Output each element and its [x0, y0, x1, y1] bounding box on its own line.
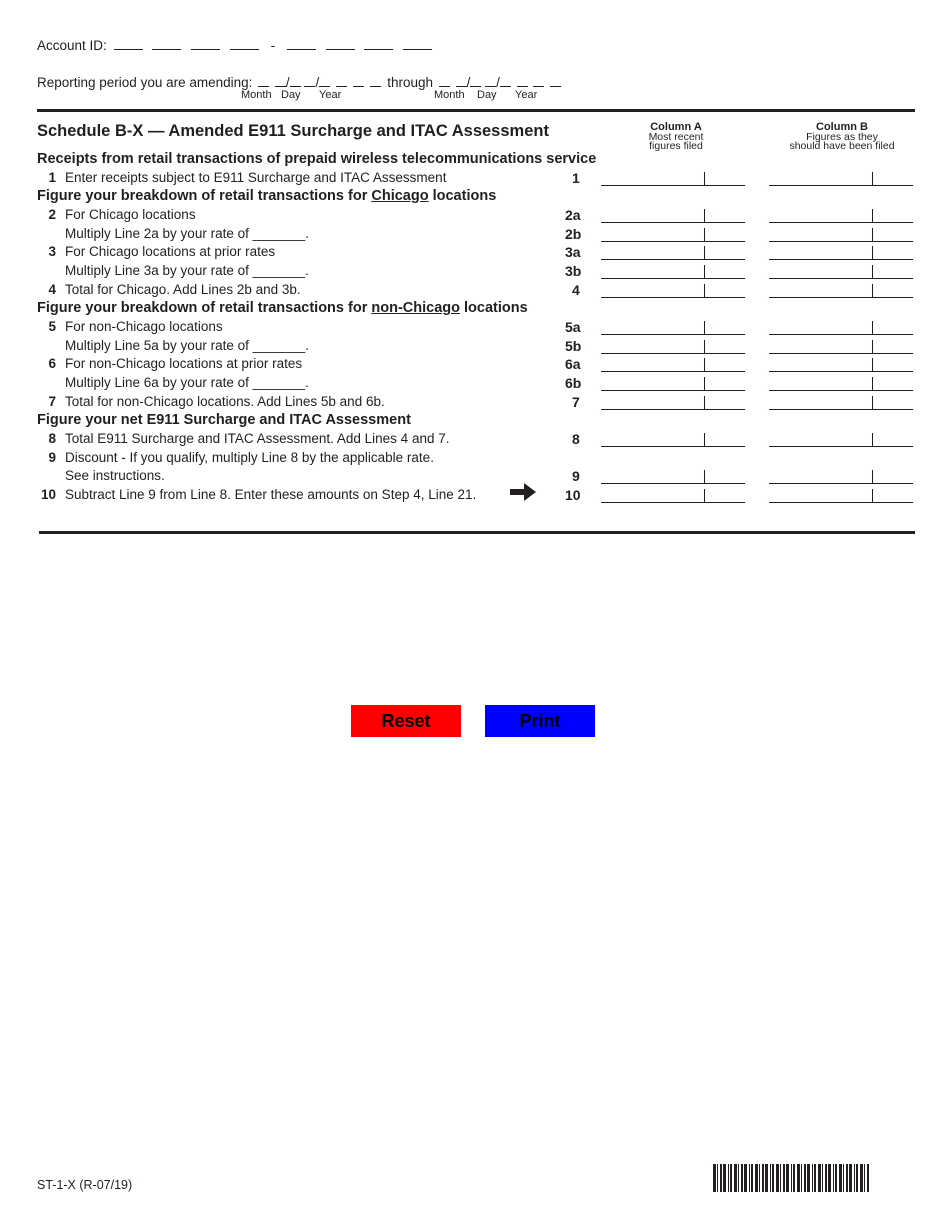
- dollars-cell: [769, 433, 873, 446]
- to-year-2[interactable]: [517, 74, 528, 87]
- to-year-1[interactable]: [500, 74, 511, 87]
- line-label: 1: [572, 170, 580, 186]
- line-number: 5: [48, 319, 56, 334]
- dollars-cell: [769, 228, 873, 241]
- section-chicago-underlined: Chicago: [371, 188, 429, 204]
- to-month-1[interactable]: [439, 74, 450, 87]
- reporting-period-label: Reporting period you are amending:: [37, 75, 253, 90]
- to-month-caption: Month: [434, 89, 465, 101]
- section-chicago-text: Figure your breakdown of retail transactions for: [37, 188, 372, 204]
- column-a-title: Column A: [650, 121, 702, 133]
- line-number: 4: [48, 282, 56, 297]
- line-5b-column-a-input[interactable]: [601, 340, 745, 354]
- line-number: 2: [48, 207, 56, 222]
- reporting-period-row: Reporting period you are amending: / / through / /: [37, 74, 561, 90]
- line-label: 5b: [565, 338, 582, 354]
- line-label: 3b: [565, 263, 582, 279]
- section-non-chicago-underlined: non-Chicago: [371, 300, 460, 316]
- account-id-field-2[interactable]: [152, 37, 181, 50]
- barcode-icon: [713, 1164, 871, 1192]
- line-text: For non-Chicago locations: [65, 319, 223, 334]
- to-day-1[interactable]: [470, 74, 481, 87]
- line-6a-column-a-input[interactable]: [601, 358, 745, 372]
- from-day-caption: Day: [281, 89, 301, 101]
- column-a-sub1: Most recent: [648, 130, 704, 143]
- dollars-cell: [601, 377, 705, 390]
- schedule-title: Schedule B-X — Amended E911 Surcharge and ITAC Assessment: [37, 122, 549, 140]
- bottom-divider: [39, 531, 915, 534]
- dollars-cell: [601, 340, 705, 353]
- dollars-cell: [769, 265, 873, 278]
- section-receipts: Receipts from retail transactions of prepaid wireless telecommunications service: [37, 151, 597, 167]
- account-id-field-4[interactable]: [230, 37, 259, 50]
- dollars-cell: [601, 246, 705, 259]
- section-net: Figure your net E911 Surcharge and ITAC Assessment: [37, 412, 411, 428]
- dollars-cell: [601, 209, 705, 222]
- to-day-caption: Day: [477, 89, 497, 101]
- section-chicago: [37, 187, 496, 205]
- to-day-2[interactable]: [485, 74, 496, 87]
- section-chicago-suffix: locations: [428, 188, 497, 204]
- section-non-chicago: [37, 299, 528, 317]
- column-b-heading: [772, 123, 912, 152]
- dollars-cell: [601, 396, 705, 409]
- line-text: Multiply Line 3a by your rate of _______.: [65, 263, 309, 278]
- line-6b-column-b-input[interactable]: [769, 377, 913, 391]
- dollars-cell: [601, 358, 705, 371]
- account-id-field-1[interactable]: [114, 37, 143, 50]
- dollars-cell: [601, 284, 705, 297]
- dollars-cell: [769, 470, 873, 483]
- to-year-caption: Year: [515, 89, 538, 101]
- from-year-2[interactable]: [336, 74, 347, 87]
- line-2a-column-a-input[interactable]: [601, 209, 745, 223]
- line-4-column-b-input[interactable]: [769, 284, 913, 298]
- print-button[interactable]: Print: [485, 705, 595, 737]
- line-9-column-b-input[interactable]: [769, 470, 913, 484]
- dollars-cell: [769, 246, 873, 259]
- line-10-column-b-input[interactable]: [769, 489, 913, 503]
- section-non-chicago-text: Figure your breakdown of retail transactions for: [37, 300, 372, 316]
- line-text: Total for Chicago. Add Lines 2b and 3b.: [65, 282, 301, 297]
- line-text: For non-Chicago locations at prior rates: [65, 356, 303, 371]
- from-month-caption: Month: [241, 89, 272, 101]
- right-arrow-icon: [508, 481, 538, 503]
- line-5a-column-a-input[interactable]: [601, 321, 745, 335]
- line-number: 3: [48, 244, 56, 259]
- line-text: Multiply Line 5a by your rate of _______.: [65, 338, 309, 353]
- dollars-cell: [601, 321, 705, 334]
- to-year-4[interactable]: [550, 74, 561, 87]
- account-id-row: [37, 37, 432, 53]
- line-text: Multiply Line 6a by your rate of _______.: [65, 375, 309, 390]
- dollars-cell: [601, 265, 705, 278]
- dollars-cell: [769, 396, 873, 409]
- line-7-column-b-input[interactable]: [769, 396, 913, 410]
- dollars-cell: [769, 172, 873, 185]
- account-id-field-8[interactable]: [403, 37, 432, 50]
- line-number: 6: [48, 356, 56, 371]
- to-year-3[interactable]: [533, 74, 544, 87]
- dollars-cell: [601, 228, 705, 241]
- line-5b-column-b-input[interactable]: [769, 340, 913, 354]
- top-divider: [37, 109, 915, 112]
- account-id-label: Account ID:: [37, 38, 107, 53]
- dollars-cell: [769, 284, 873, 297]
- line-1-column-a-input[interactable]: [601, 172, 745, 186]
- column-a-sub2: figures filed: [649, 140, 703, 152]
- line-text: Subtract Line 9 from Line 8. Enter these amounts on Step 4, Line 21.: [65, 487, 477, 502]
- line-9: [37, 449, 917, 467]
- line-label: 4: [572, 282, 580, 298]
- line-9-column-a-input[interactable]: [601, 470, 745, 484]
- line-3a-column-b-input[interactable]: [769, 246, 913, 260]
- line-6a-column-b-input[interactable]: [769, 358, 913, 372]
- dollars-cell: [769, 209, 873, 222]
- line-label: 2a: [565, 207, 581, 223]
- section-non-chicago-suffix: locations: [459, 300, 528, 316]
- line-text: Enter receipts subject to E911 Surcharge and ITAC Assessment: [65, 170, 447, 185]
- line-10-column-a-input[interactable]: [601, 489, 745, 503]
- line-8-column-b-input[interactable]: [769, 433, 913, 447]
- through-label: through: [387, 75, 434, 90]
- dollars-cell: [601, 489, 705, 502]
- line-label: 5a: [565, 319, 581, 335]
- line-6b-column-a-input[interactable]: [601, 377, 745, 391]
- account-id-field-6[interactable]: [326, 37, 355, 50]
- line-label: 3a: [565, 244, 581, 260]
- account-id-field-7[interactable]: [364, 37, 393, 50]
- to-month-2[interactable]: [456, 74, 467, 87]
- from-year-caption: Year: [319, 89, 342, 101]
- line-label: 6a: [565, 356, 581, 372]
- from-day-2[interactable]: [304, 74, 315, 87]
- line-7-column-a-input[interactable]: [601, 396, 745, 410]
- dollars-cell: [769, 377, 873, 390]
- line-label: 7: [572, 394, 580, 410]
- line-number: 10: [40, 487, 56, 502]
- from-year-3[interactable]: [353, 74, 364, 87]
- form-id: ST-1-X (R-07/19): [37, 1178, 133, 1192]
- dollars-cell: [769, 340, 873, 353]
- line-label: 6b: [565, 375, 582, 391]
- column-b-title: Column B: [816, 121, 868, 133]
- dollars-cell: [601, 470, 705, 483]
- from-month-1[interactable]: [258, 74, 269, 87]
- dollars-cell: [601, 172, 705, 185]
- line-text-continued: See instructions.: [65, 468, 165, 483]
- from-day-1[interactable]: [290, 74, 301, 87]
- line-label: 8: [572, 431, 580, 447]
- from-year-4[interactable]: [370, 74, 381, 87]
- line-label: 10: [565, 487, 581, 503]
- line-number: 9: [48, 450, 56, 465]
- line-text: Multiply Line 2a by your rate of _______.: [65, 226, 309, 241]
- column-a-heading: [626, 123, 726, 152]
- account-id-field-3[interactable]: [191, 37, 220, 50]
- line-2b-column-b-input[interactable]: [769, 228, 913, 242]
- dollars-cell: [601, 433, 705, 446]
- line-text: Total for non-Chicago locations. Add Lines 5b and 6b.: [65, 394, 385, 409]
- line-label: 9: [572, 468, 580, 484]
- column-b-sub1: Figures as they: [806, 130, 878, 143]
- from-month-2[interactable]: [275, 74, 286, 87]
- line-text: For Chicago locations: [65, 207, 196, 222]
- line-text: Total E911 Surcharge and ITAC Assessment. Add Lines 4 and 7.: [65, 431, 450, 446]
- dollars-cell: [769, 321, 873, 334]
- line-text: Discount - If you qualify, multiply Line 8 by the applicable rate.: [65, 450, 434, 465]
- dollars-cell: [769, 489, 873, 502]
- account-id-field-5[interactable]: [287, 37, 316, 50]
- line-3b-column-a-input[interactable]: [601, 265, 745, 279]
- line-number: 7: [48, 394, 56, 409]
- line-3b-column-b-input[interactable]: [769, 265, 913, 279]
- line-number: 1: [48, 170, 56, 185]
- line-label: 2b: [565, 226, 582, 242]
- line-3a-column-a-input[interactable]: [601, 246, 745, 260]
- from-year-1[interactable]: [319, 74, 330, 87]
- line-5a-column-b-input[interactable]: [769, 321, 913, 335]
- line-2a-column-b-input[interactable]: [769, 209, 913, 223]
- account-id-separator: -: [270, 38, 276, 53]
- reset-button[interactable]: Reset: [351, 705, 461, 737]
- line-text: For Chicago locations at prior rates: [65, 244, 276, 259]
- line-8-column-a-input[interactable]: [601, 433, 745, 447]
- column-b-sub2: should have been filed: [789, 140, 895, 152]
- line-1-column-b-input[interactable]: [769, 172, 913, 186]
- line-number: 8: [48, 431, 56, 446]
- dollars-cell: [769, 358, 873, 371]
- line-2b-column-a-input[interactable]: [601, 228, 745, 242]
- line-4-column-a-input[interactable]: [601, 284, 745, 298]
